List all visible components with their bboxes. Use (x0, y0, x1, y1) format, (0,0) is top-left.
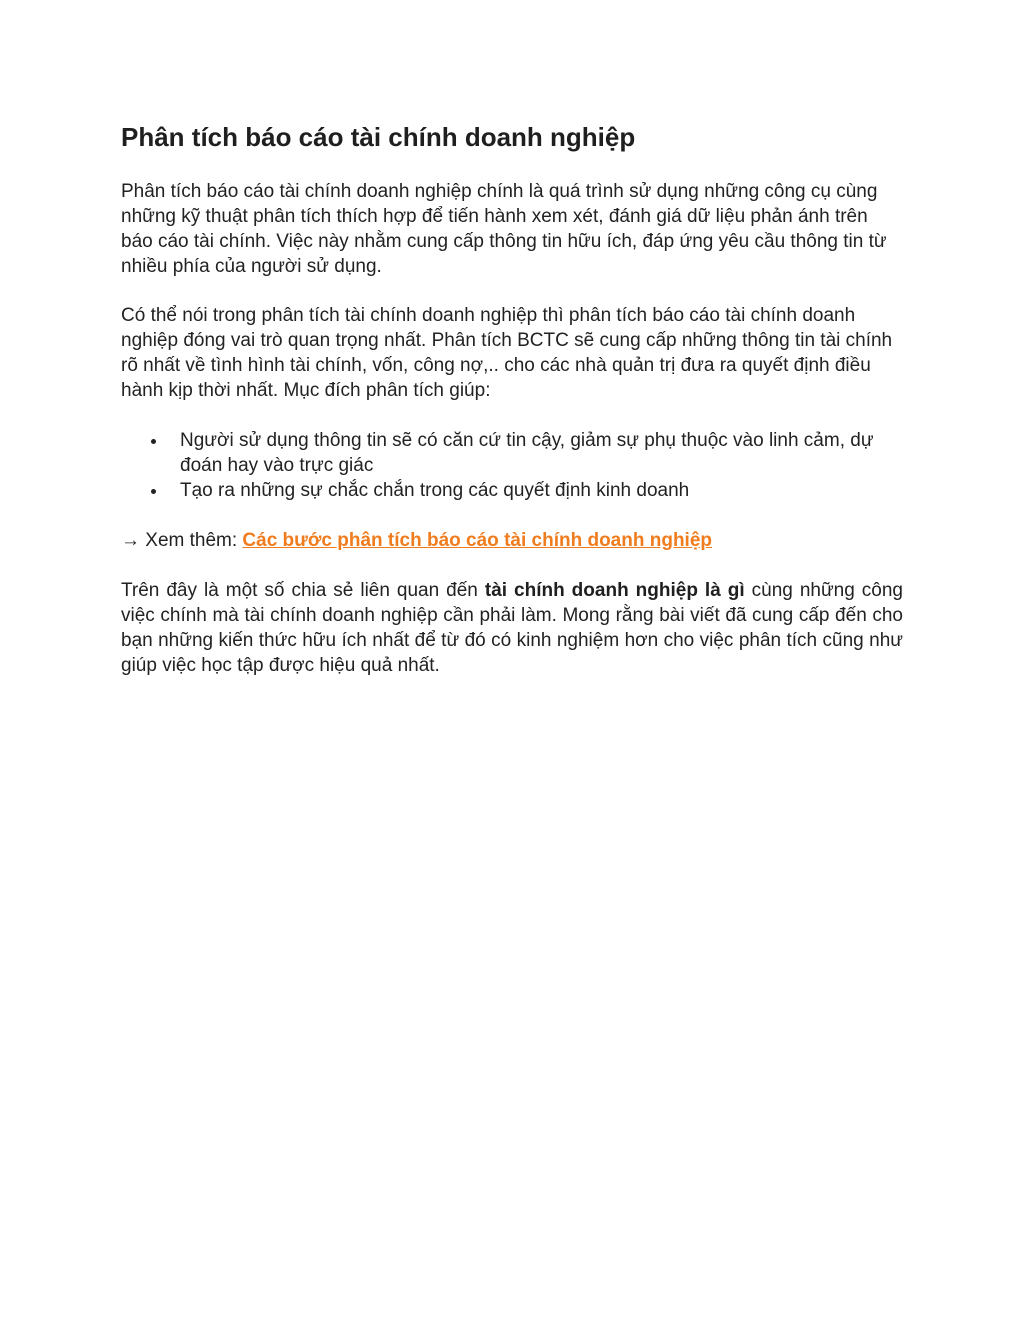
role-paragraph: Có thể nói trong phân tích tài chính doanh nghiệp thì phân tích báo cáo tài chính doanh nghiệp đóng vai trò quan trọng nhất. Phân tích BCTC sẽ cung cấp những thông tin tài chính rõ nhất về tình hình tài chính, vốn, công nợ,.. cho các nhà quản trị đưa ra quyết định điều hành kịp thời nhất. Mục đích phân tích giúp: (121, 305, 893, 401)
conclusion-bold-keyword: tài chính doanh nghiệp là gì (484, 580, 745, 601)
see-more-link[interactable]: Các bước phân tích báo cáo tài chính doanh nghiệp (242, 530, 713, 551)
list-item (121, 478, 903, 503)
document-page (121, 118, 903, 678)
see-more-prefix: → Xem thêm: (121, 530, 243, 551)
conclusion-paragraph (121, 578, 903, 678)
purpose-list (121, 428, 903, 503)
list-item (121, 428, 903, 478)
list-item-text: Người sử dụng thông tin sẽ có căn cứ tin cậy, giảm sự phụ thuộc vào linh cảm, dự đoán hay vào trực giác (180, 430, 874, 476)
list-item-text: Tạo ra những sự chắc chắn trong các quyết định kinh doanh (180, 480, 690, 501)
bullet-icon (151, 489, 156, 494)
conclusion-text-end: cùng những công việc chính mà tài chính doanh nghiệp cần phải làm. Mong rằng bài viết đã cung cấp đến cho bạn những kiến thức hữu ích nhất để từ đó có kinh nghiệm hơn cho việc phân tích cũng như giúp việc học tập được hiệu quả nhất. (121, 580, 903, 676)
page-title: Phân tích báo cáo tài chính doanh nghiệp (121, 122, 636, 152)
conclusion-text-start: Trên đây là một số chia sẻ liên quan đến (121, 580, 485, 601)
see-more-line (121, 528, 903, 553)
bullet-icon (151, 439, 156, 444)
intro-paragraph: Phân tích báo cáo tài chính doanh nghiệp chính là quá trình sử dụng những công cụ cùng những kỹ thuật phân tích thích hợp để tiến hành xem xét, đánh giá dữ liệu phản ánh trên báo cáo tài chính. Việc này nhằm cung cấp thông tin hữu ích, đáp ứng yêu cầu thông tin từ nhiều phía của người sử dụng. (121, 181, 887, 277)
